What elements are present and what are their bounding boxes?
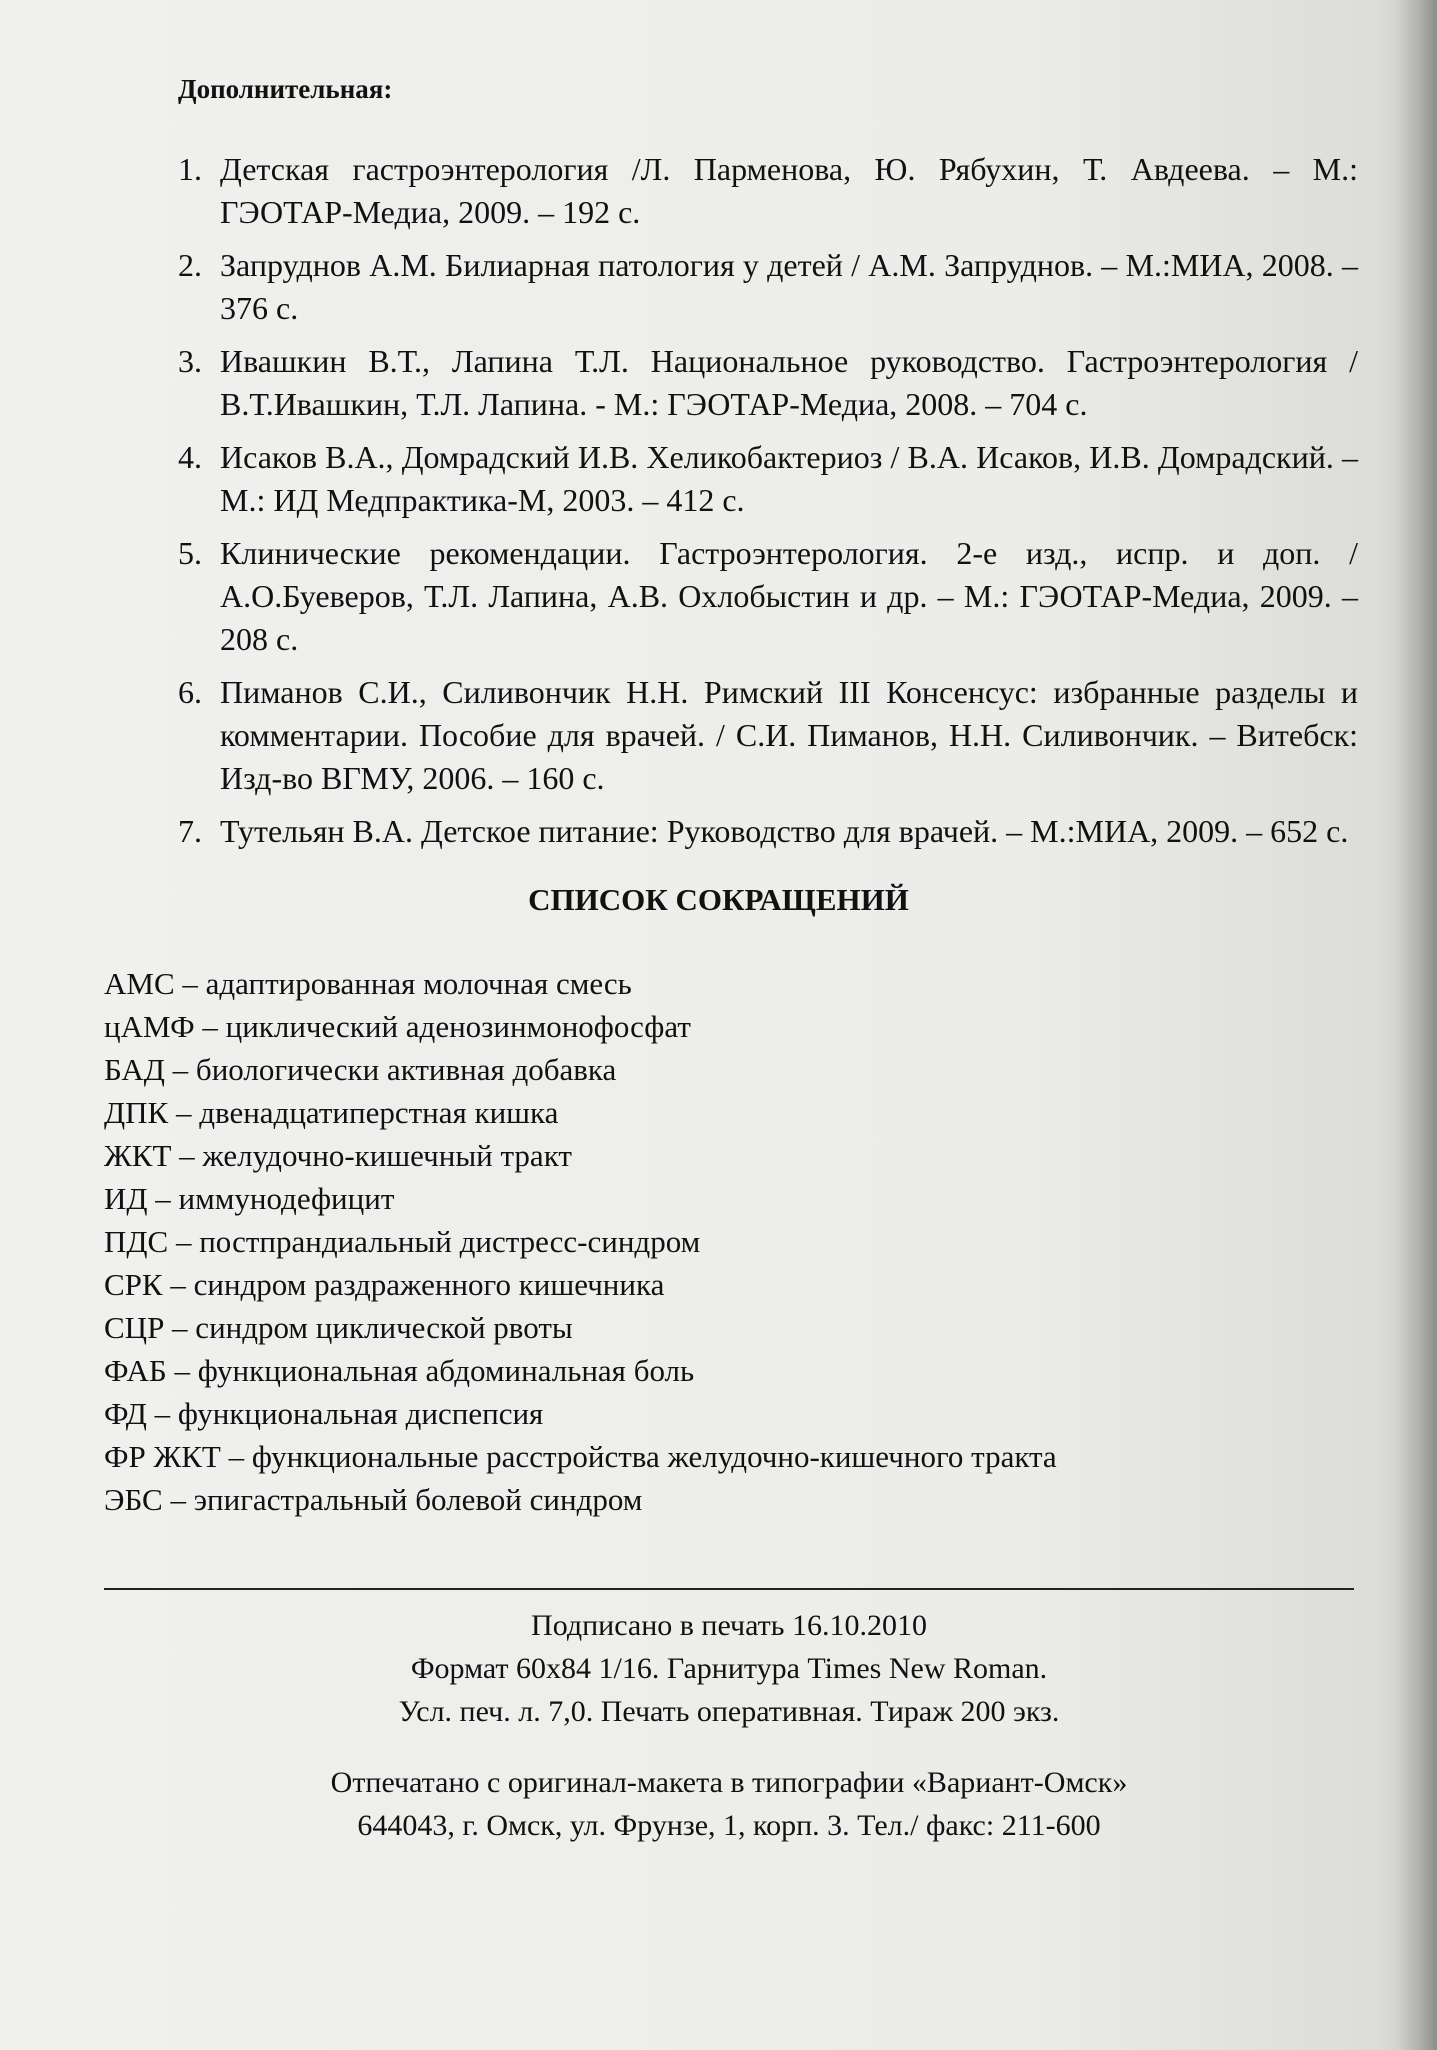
imprint-block [104, 1588, 1354, 1847]
abbreviation-item: ФР ЖКТ – функциональные расстройства желудочно-кишечного тракта [104, 1439, 1057, 1474]
abbreviation-item: СЦР – синдром циклической рвоты [104, 1310, 573, 1345]
abbreviation-item: ФАБ – функциональная абдоминальная боль [104, 1353, 695, 1388]
imprint-format: Формат 60х84 1/16. Гарнитура Times New Roman. [410, 1652, 1048, 1685]
abbreviation-item: ЭБС – эпигастральный болевой синдром [104, 1482, 643, 1517]
abbreviation-item: СРК – синдром раздраженного кишечника [104, 1267, 665, 1302]
imprint-print: Усл. печ. л. 7,0. Печать оперативная. Тираж 200 экз. [398, 1695, 1060, 1728]
abbreviations-title: СПИСОК СОКРАЩЕНИЙ [528, 882, 909, 917]
imprint-divider [104, 1588, 1354, 1590]
imprint-printed-at: Отпечатано с оригинал-макета в типографии «Вариант-Омск» [330, 1766, 1128, 1799]
page-edge-shadow [1397, 0, 1437, 2050]
abbreviation-item: ФД – функциональная диспепсия [104, 1396, 544, 1431]
abbreviation-item: ЖКТ – желудочно-кишечный тракт [104, 1138, 572, 1173]
reference-item: 7. Тутельян В.А. Детское питание: Руководство для врачей. – М.:МИА, 2009. – 652 с. [178, 813, 1349, 849]
imprint-signed: Подписано в печать 16.10.2010 [531, 1609, 927, 1642]
reference-item: 5. Клинические рекомендации. Гастроэнтерология. 2-е изд., испр. и доп. / А.О.Буеверов, Т.Л. Лапина, А.В. Охлобыстин и др. – М.: ГЭОТАР-Медиа, 2009. – 208 с. [178, 535, 1358, 657]
abbreviation-item: АМС – адаптированная молочная смесь [104, 966, 632, 1001]
abbreviation-item: ДПК – двенадцатиперстная кишка [104, 1095, 559, 1130]
abbreviation-list [104, 962, 1364, 1521]
imprint-address: 644043, г. Омск, ул. Фрунзе, 1, корп. 3. Тел./ факс: 211-600 [357, 1809, 1101, 1842]
reference-item: 6. Пиманов С.И., Силивончик Н.Н. Римский III Консенсус: избранные разделы и комментарии. Пособие для врачей. / С.И. Пиманов, Н.Н. Силивончик. – Витебск: Изд-во ВГМУ, 2006. – 160 с. [178, 674, 1358, 796]
additional-heading: Дополнительная: [178, 74, 393, 104]
reference-item: 4. Исаков В.А., Домрадский И.В. Хеликобактериоз / В.А. Исаков, И.В. Домрадский. – М.: ИД Медпрактика-М, 2003. – 412 с. [178, 439, 1358, 518]
reference-item: 3. Ивашкин В.Т., Лапина Т.Л. Национальное руководство. Гастроэнтерология /В.Т.Ивашкин, Т.Л. Лапина. - М.: ГЭОТАР-Медиа, 2008. – 704 с. [178, 343, 1358, 422]
abbreviation-item: ИД – иммунодефицит [104, 1181, 395, 1216]
abbreviation-item: БАД – биологически активная добавка [104, 1052, 617, 1087]
abbreviation-item: цАМФ – циклический аденозинмонофосфат [104, 1009, 691, 1044]
reference-item: 1. Детская гастроэнтерология /Л. Парменова, Ю. Рябухин, Т. Авдеева. – М.: ГЭОТАР-Медиа, 2009. – 192 с. [178, 151, 1358, 230]
reference-item: 2. Запруднов А.М. Билиарная патология у детей / А.М. Запруднов. – М.:МИА, 2008. – 376 с. [178, 247, 1358, 326]
abbreviation-item: ПДС – постпрандиальный дистресс-синдром [104, 1224, 701, 1259]
reference-list [178, 148, 1358, 863]
